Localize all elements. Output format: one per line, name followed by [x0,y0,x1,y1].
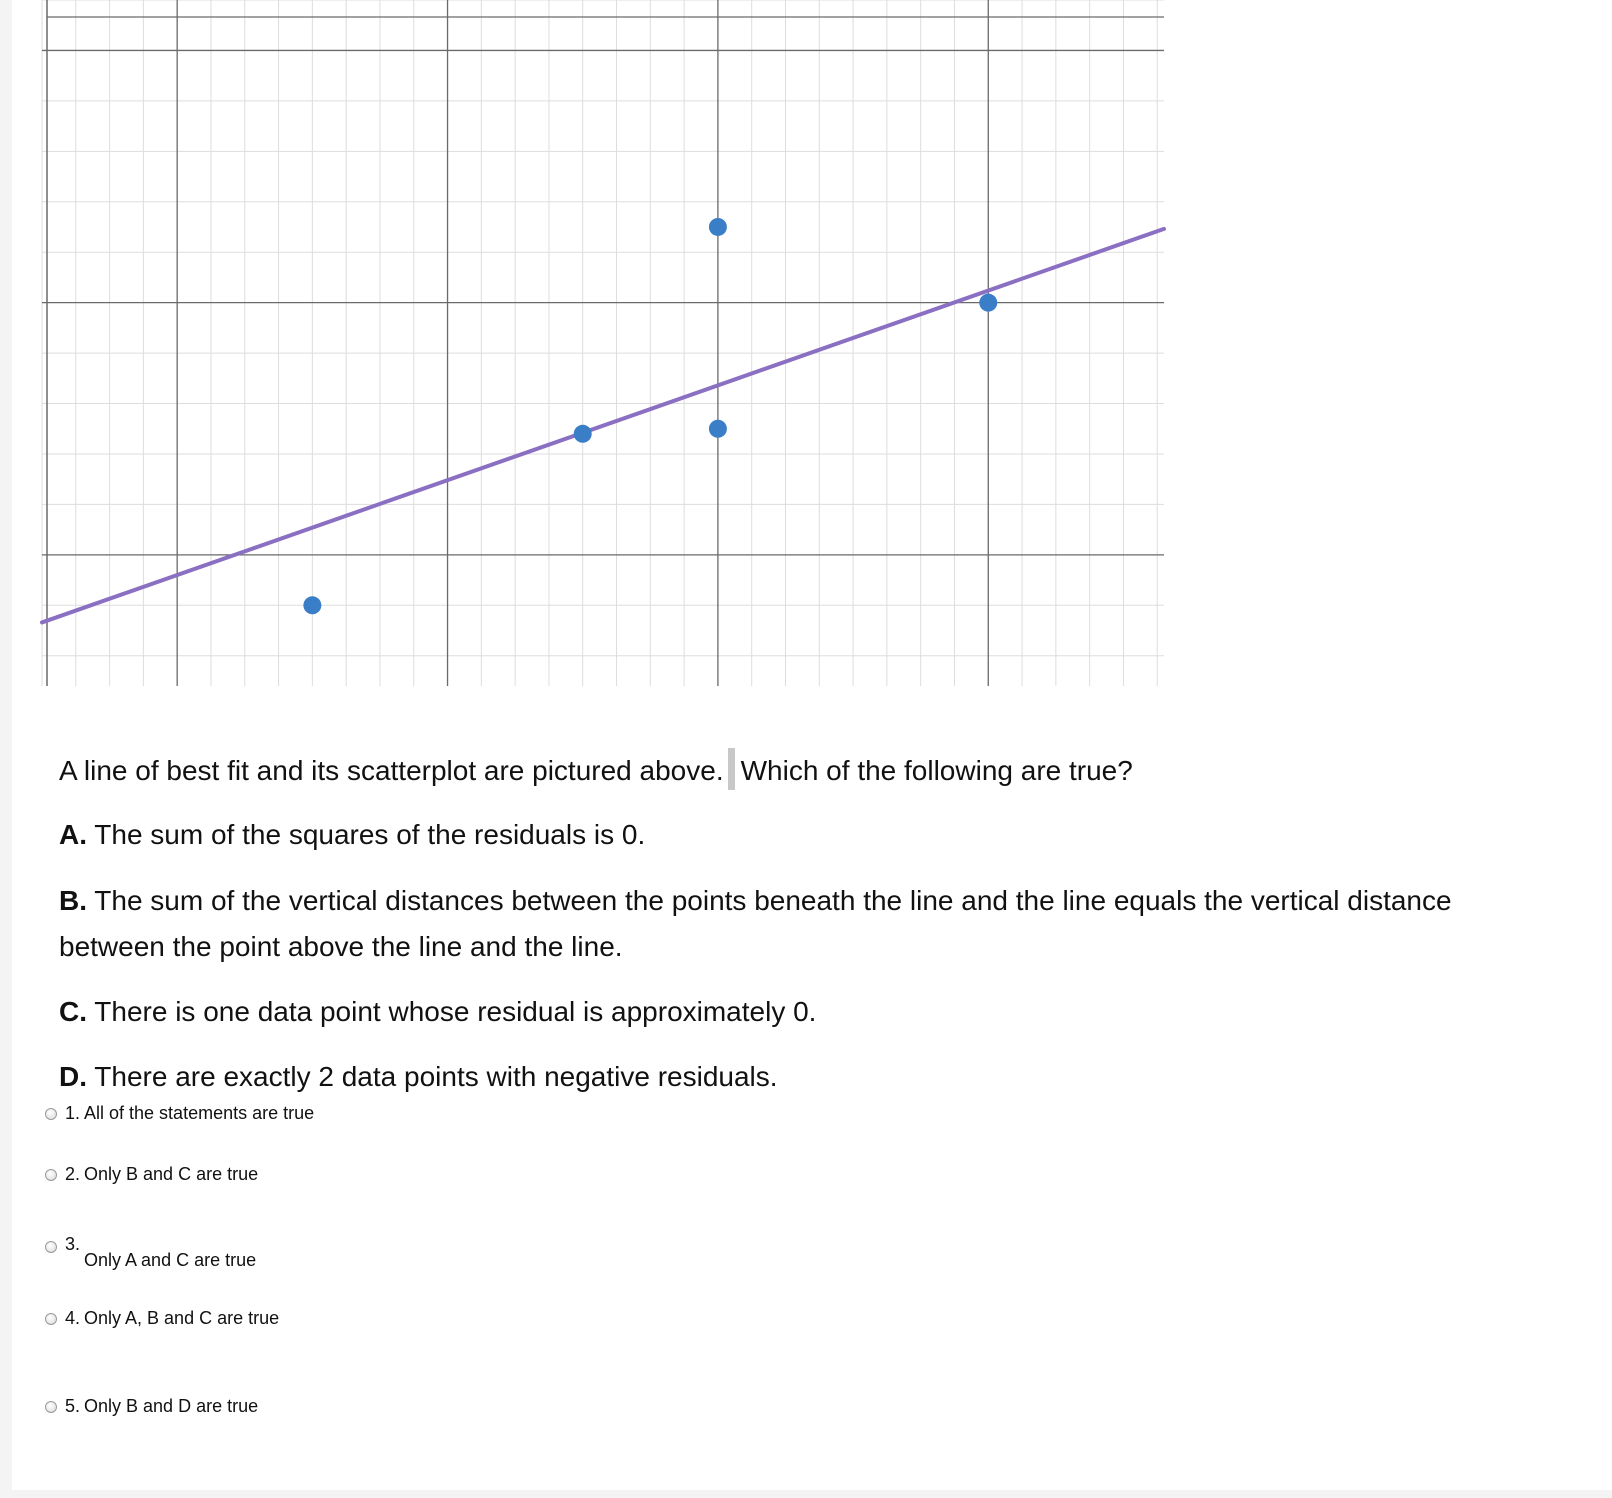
text-cursor [728,748,735,790]
statement-a-text: The sum of the squares of the residuals is 0. [94,819,646,850]
question-intro-left: A line of best fit and its scatterplot are pictured above. [59,755,724,786]
answer-option-1[interactable] [45,1102,314,1124]
option-number: 4. [65,1308,81,1328]
data-point-2 [574,425,592,443]
page [12,0,1612,1490]
statement-d-letter: D. [59,1061,87,1092]
option-label: All of the statements are true [84,1103,315,1123]
statement-b-text: The sum of the vertical distances between the points beneath the line and the line equals the vertical distance between the point above the line and the line. [59,885,1452,962]
statement-a [59,812,645,858]
option-number: 5. [65,1396,81,1416]
answer-option-5[interactable] [45,1395,258,1417]
answer-option-3[interactable] [45,1235,256,1271]
option-label: Only B and C are true [84,1164,259,1184]
data-point-3 [709,420,727,438]
answer-option-2[interactable] [45,1163,258,1185]
best-fit-line [42,229,1164,623]
radio-button[interactable] [45,1401,57,1413]
option-number: 2. [65,1164,81,1184]
statement-c [59,989,816,1035]
data-point-1 [303,596,321,614]
option-number: 1. [65,1103,81,1123]
option-label: Only A and C are true [84,1250,257,1270]
statement-b-letter: B. [59,885,87,916]
data-point-5 [979,294,997,312]
statement-d-text: There are exactly 2 data points with negative residuals. [94,1061,778,1092]
statement-a-letter: A. [59,819,87,850]
radio-button[interactable] [45,1313,57,1325]
data-point-4 [709,218,727,236]
statement-b [59,878,1479,970]
question-intro-right: Which of the following are true? [740,755,1133,786]
answer-option-4[interactable] [45,1307,279,1329]
option-label: Only B and D are true [84,1396,259,1416]
radio-button[interactable] [45,1108,57,1120]
radio-button[interactable] [45,1241,57,1253]
scatter-plot [12,0,1212,700]
option-label: Only A, B and C are true [84,1308,280,1328]
radio-button[interactable] [45,1169,57,1181]
statement-c-text: There is one data point whose residual is approximately 0. [94,996,817,1027]
question-text [59,748,1133,794]
option-number: 3. [65,1234,81,1254]
statement-d [59,1054,778,1100]
statement-c-letter: C. [59,996,87,1027]
